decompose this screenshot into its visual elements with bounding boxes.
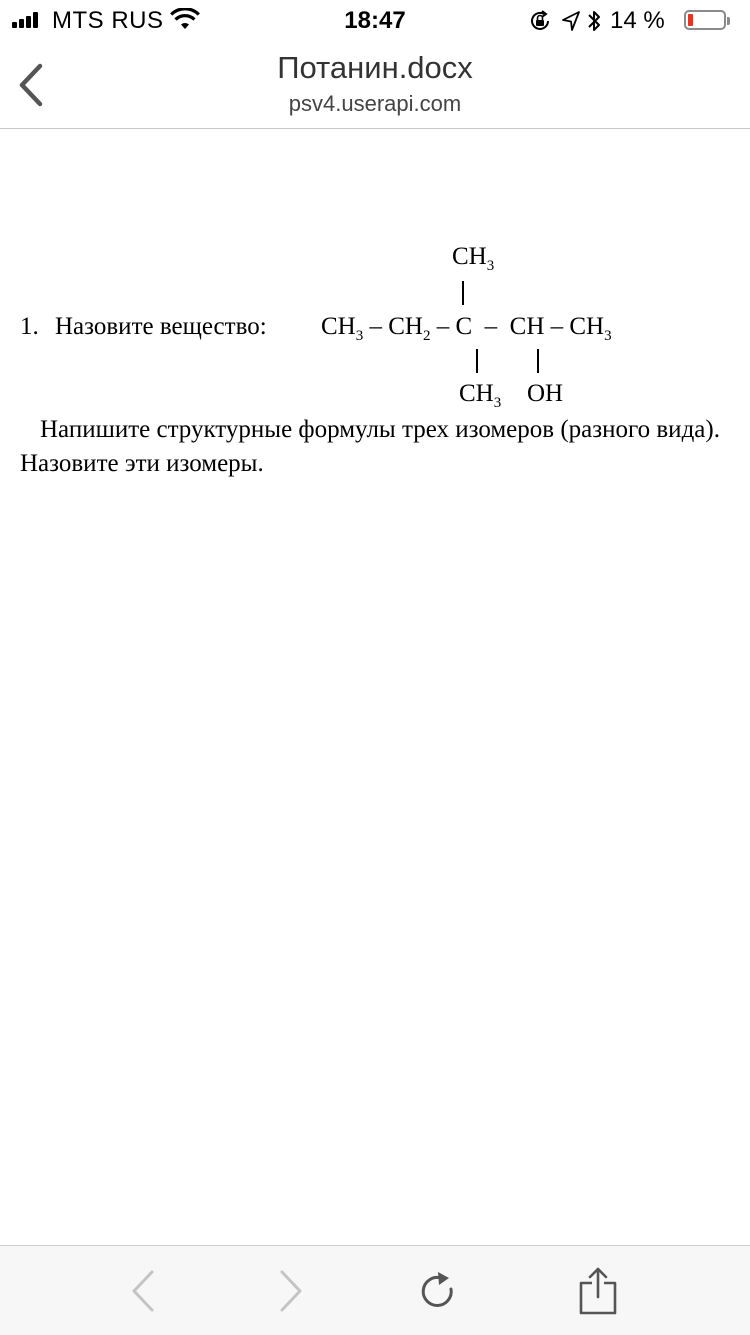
formula-main-chain: $CH_3 - CH_2$ – C – CH – $CH_3$ bbox=[321, 313, 612, 344]
orientation-lock-icon bbox=[528, 9, 552, 33]
back-arrow-icon[interactable] bbox=[120, 1266, 170, 1316]
share-icon[interactable] bbox=[573, 1266, 623, 1316]
document-viewer[interactable] bbox=[0, 129, 750, 1245]
forward-arrow-icon[interactable] bbox=[264, 1266, 314, 1316]
formula-bottom-group-1: $CH_3$ bbox=[459, 380, 502, 411]
bottom-toolbar bbox=[0, 1245, 750, 1335]
location-icon bbox=[561, 10, 581, 32]
formula-top-group: $CH_3$ bbox=[452, 243, 495, 274]
formula-bond-top bbox=[462, 281, 464, 305]
reload-icon[interactable] bbox=[414, 1266, 464, 1316]
question-number: 1. bbox=[20, 313, 39, 340]
formula-bottom-group-2: OH bbox=[527, 380, 564, 407]
question-text: Назовите вещество: bbox=[55, 313, 267, 340]
formula-bond-bottom-1 bbox=[476, 349, 478, 373]
formula-bond-bottom-2 bbox=[537, 349, 539, 373]
battery-percent: 14 % bbox=[610, 7, 665, 34]
status-bar bbox=[0, 0, 750, 40]
carrier-label: MTS RUS bbox=[52, 7, 164, 34]
task-paragraph: Напишите структурные формулы трех изомеров (разного вида). Назовите эти изомеры. bbox=[20, 416, 720, 477]
document-domain: psv4.userapi.com bbox=[288, 91, 462, 116]
document-title: Потанин.docx bbox=[277, 50, 473, 85]
clock: 18:47 bbox=[344, 7, 406, 34]
bluetooth-icon bbox=[586, 8, 602, 34]
navigation-bar bbox=[0, 40, 750, 129]
battery-icon bbox=[684, 10, 726, 30]
